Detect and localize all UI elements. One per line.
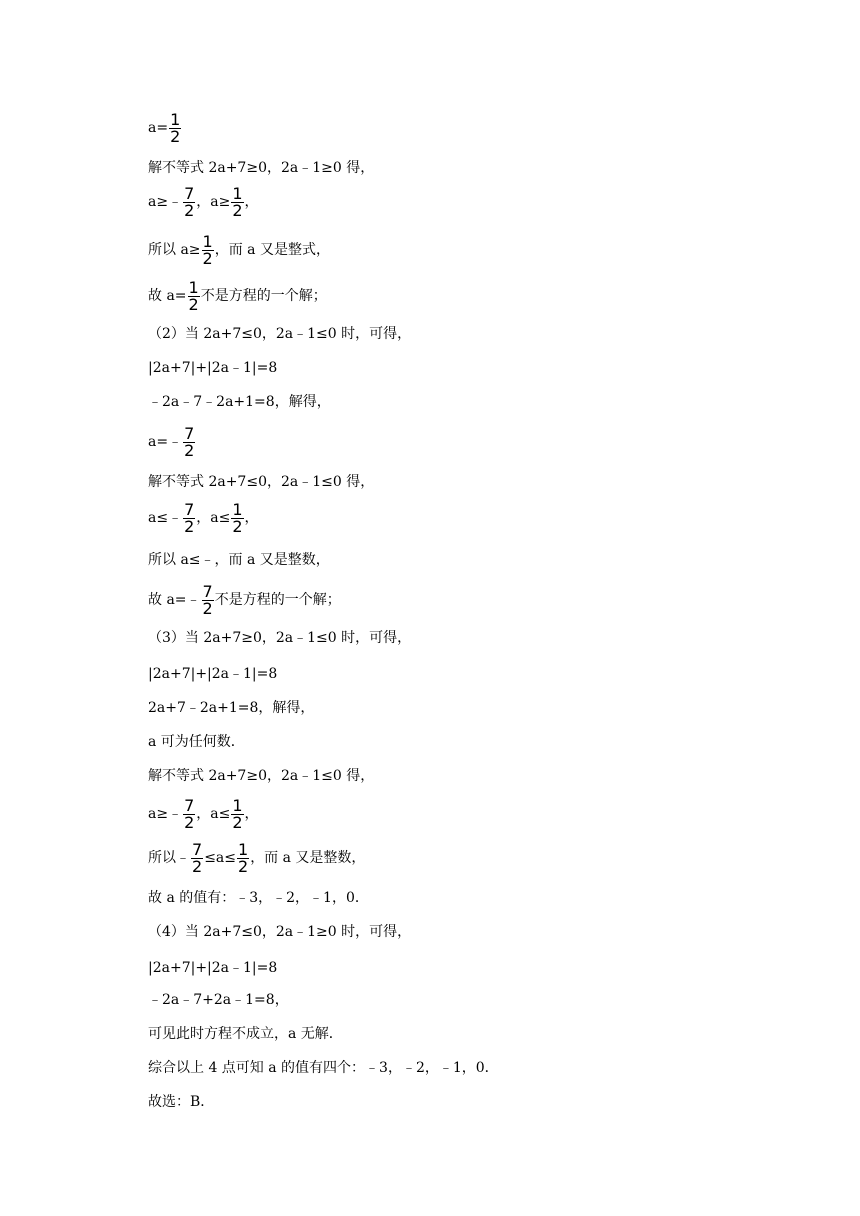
fraction-denominator: 2	[232, 200, 243, 220]
solution-line	[148, 732, 245, 752]
solution-line	[148, 795, 259, 832]
text-segment: |2a+7|+|2a﹣1|=8	[148, 360, 278, 376]
text-segment: ，	[244, 510, 259, 526]
fraction-denominator: 2	[192, 856, 203, 876]
solution-line	[148, 1058, 499, 1078]
fraction-denominator: 2	[184, 516, 195, 536]
solution-line	[148, 698, 314, 718]
solution-line	[148, 472, 374, 492]
fraction	[183, 795, 195, 832]
fraction-numerator: 1	[232, 795, 243, 815]
fraction-numerator: 1	[238, 839, 249, 859]
solution-line	[148, 231, 330, 268]
fraction-denominator: 2	[188, 294, 199, 314]
solution-line	[148, 581, 341, 618]
text-segment: ，	[244, 806, 259, 822]
solution-line	[148, 183, 259, 220]
text-segment: a 可为任何数．	[148, 734, 245, 750]
text-segment: a≥﹣	[148, 194, 183, 210]
fraction-numerator: 7	[184, 423, 195, 443]
text-segment: ，而 a 又是整式，	[214, 242, 330, 258]
text-segment: （3）当 2a+7≥0，2a﹣1≤0 时，可得，	[148, 630, 412, 646]
text-segment: （4）当 2a+7≤0，2a﹣1≥0 时，可得，	[148, 924, 412, 940]
solution-line	[148, 628, 411, 648]
text-segment: ，a≤	[196, 510, 231, 526]
text-segment: ≤a≤	[204, 850, 236, 866]
text-segment: 故选：B．	[148, 1094, 215, 1110]
text-segment: 故 a 的值有：﹣3，﹣2，﹣1，0．	[148, 890, 369, 906]
text-segment: ﹣2a﹣7﹣2a+1=8，解得，	[148, 394, 331, 410]
solution-line	[148, 1092, 214, 1112]
solution-line	[148, 958, 277, 978]
fraction-numerator: 7	[202, 581, 213, 601]
text-segment: 所以﹣	[148, 850, 190, 866]
fraction-denominator: 2	[184, 200, 195, 220]
solution-line	[148, 392, 331, 412]
text-segment: 不是方程的一个解；	[200, 288, 327, 304]
solution-line	[148, 277, 327, 314]
solution-line	[148, 1024, 343, 1044]
text-segment: a=﹣	[148, 434, 183, 450]
fraction	[231, 795, 243, 832]
text-segment: a=	[148, 120, 169, 136]
fraction	[202, 231, 214, 268]
text-segment: ，	[244, 194, 259, 210]
fraction	[231, 499, 243, 536]
solution-line	[148, 423, 196, 460]
solution-line	[148, 839, 366, 876]
fraction-denominator: 2	[202, 248, 213, 268]
text-segment: 解不等式 2a+7≤0，2a﹣1≤0 得，	[148, 474, 375, 490]
fraction	[188, 277, 200, 314]
fraction	[191, 839, 203, 876]
text-segment: ，而 a 又是整数，	[250, 850, 366, 866]
text-segment: 所以 a≤﹣，而 a 又是整数，	[148, 552, 330, 568]
fraction	[183, 499, 195, 536]
text-segment: 故 a=﹣	[148, 592, 201, 608]
text-segment: 可见此时方程不成立，a 无解．	[148, 1026, 343, 1042]
text-segment: 综合以上 4 点可知 a 的值有四个：﹣3，﹣2，﹣1，0．	[148, 1060, 499, 1076]
fraction-numerator: 7	[184, 183, 195, 203]
fraction-numerator: 1	[202, 231, 213, 251]
fraction-numerator: 1	[232, 499, 243, 519]
text-segment: a≤﹣	[148, 510, 183, 526]
fraction-numerator: 1	[232, 183, 243, 203]
solution-line	[148, 158, 374, 178]
solution-line	[148, 109, 182, 146]
fraction	[202, 581, 214, 618]
fraction	[231, 183, 243, 220]
text-segment: |2a+7|+|2a﹣1|=8	[148, 666, 278, 682]
solution-line	[148, 922, 411, 942]
fraction-denominator: 2	[170, 126, 181, 146]
fraction	[183, 183, 195, 220]
fraction-denominator: 2	[238, 856, 249, 876]
fraction-numerator: 7	[184, 499, 195, 519]
solution-line	[148, 990, 289, 1010]
fraction-numerator: 7	[192, 839, 203, 859]
text-segment: ﹣2a﹣7+2a﹣1=8，	[148, 992, 289, 1008]
text-segment: ，a≥	[196, 194, 231, 210]
fraction	[237, 839, 249, 876]
fraction-numerator: 1	[188, 277, 199, 297]
text-segment: a≥﹣	[148, 806, 183, 822]
fraction-denominator: 2	[184, 812, 195, 832]
fraction-numerator: 7	[184, 795, 195, 815]
fraction	[169, 109, 181, 146]
text-segment: 故 a=	[148, 288, 187, 304]
fraction-denominator: 2	[202, 598, 213, 618]
solution-line	[148, 358, 277, 378]
text-segment: 解不等式 2a+7≥0，2a﹣1≥0 得，	[148, 160, 375, 176]
text-segment: 解不等式 2a+7≥0，2a﹣1≤0 得，	[148, 768, 375, 784]
solution-line	[148, 499, 259, 536]
solution-line	[148, 550, 330, 570]
text-segment: 2a+7﹣2a+1=8，解得，	[148, 700, 315, 716]
text-segment: |2a+7|+|2a﹣1|=8	[148, 960, 278, 976]
solution-line	[148, 324, 411, 344]
text-segment: 所以 a≥	[148, 242, 201, 258]
text-segment: ，a≤	[196, 806, 231, 822]
fraction-denominator: 2	[232, 516, 243, 536]
solution-line	[148, 664, 277, 684]
fraction-denominator: 2	[184, 440, 195, 460]
solution-line	[148, 766, 374, 786]
solution-line	[148, 888, 369, 908]
text-segment: 不是方程的一个解；	[214, 592, 341, 608]
fraction-numerator: 1	[170, 109, 181, 129]
text-segment: （2）当 2a+7≤0，2a﹣1≤0 时，可得，	[148, 326, 412, 342]
fraction-denominator: 2	[232, 812, 243, 832]
fraction	[183, 423, 195, 460]
